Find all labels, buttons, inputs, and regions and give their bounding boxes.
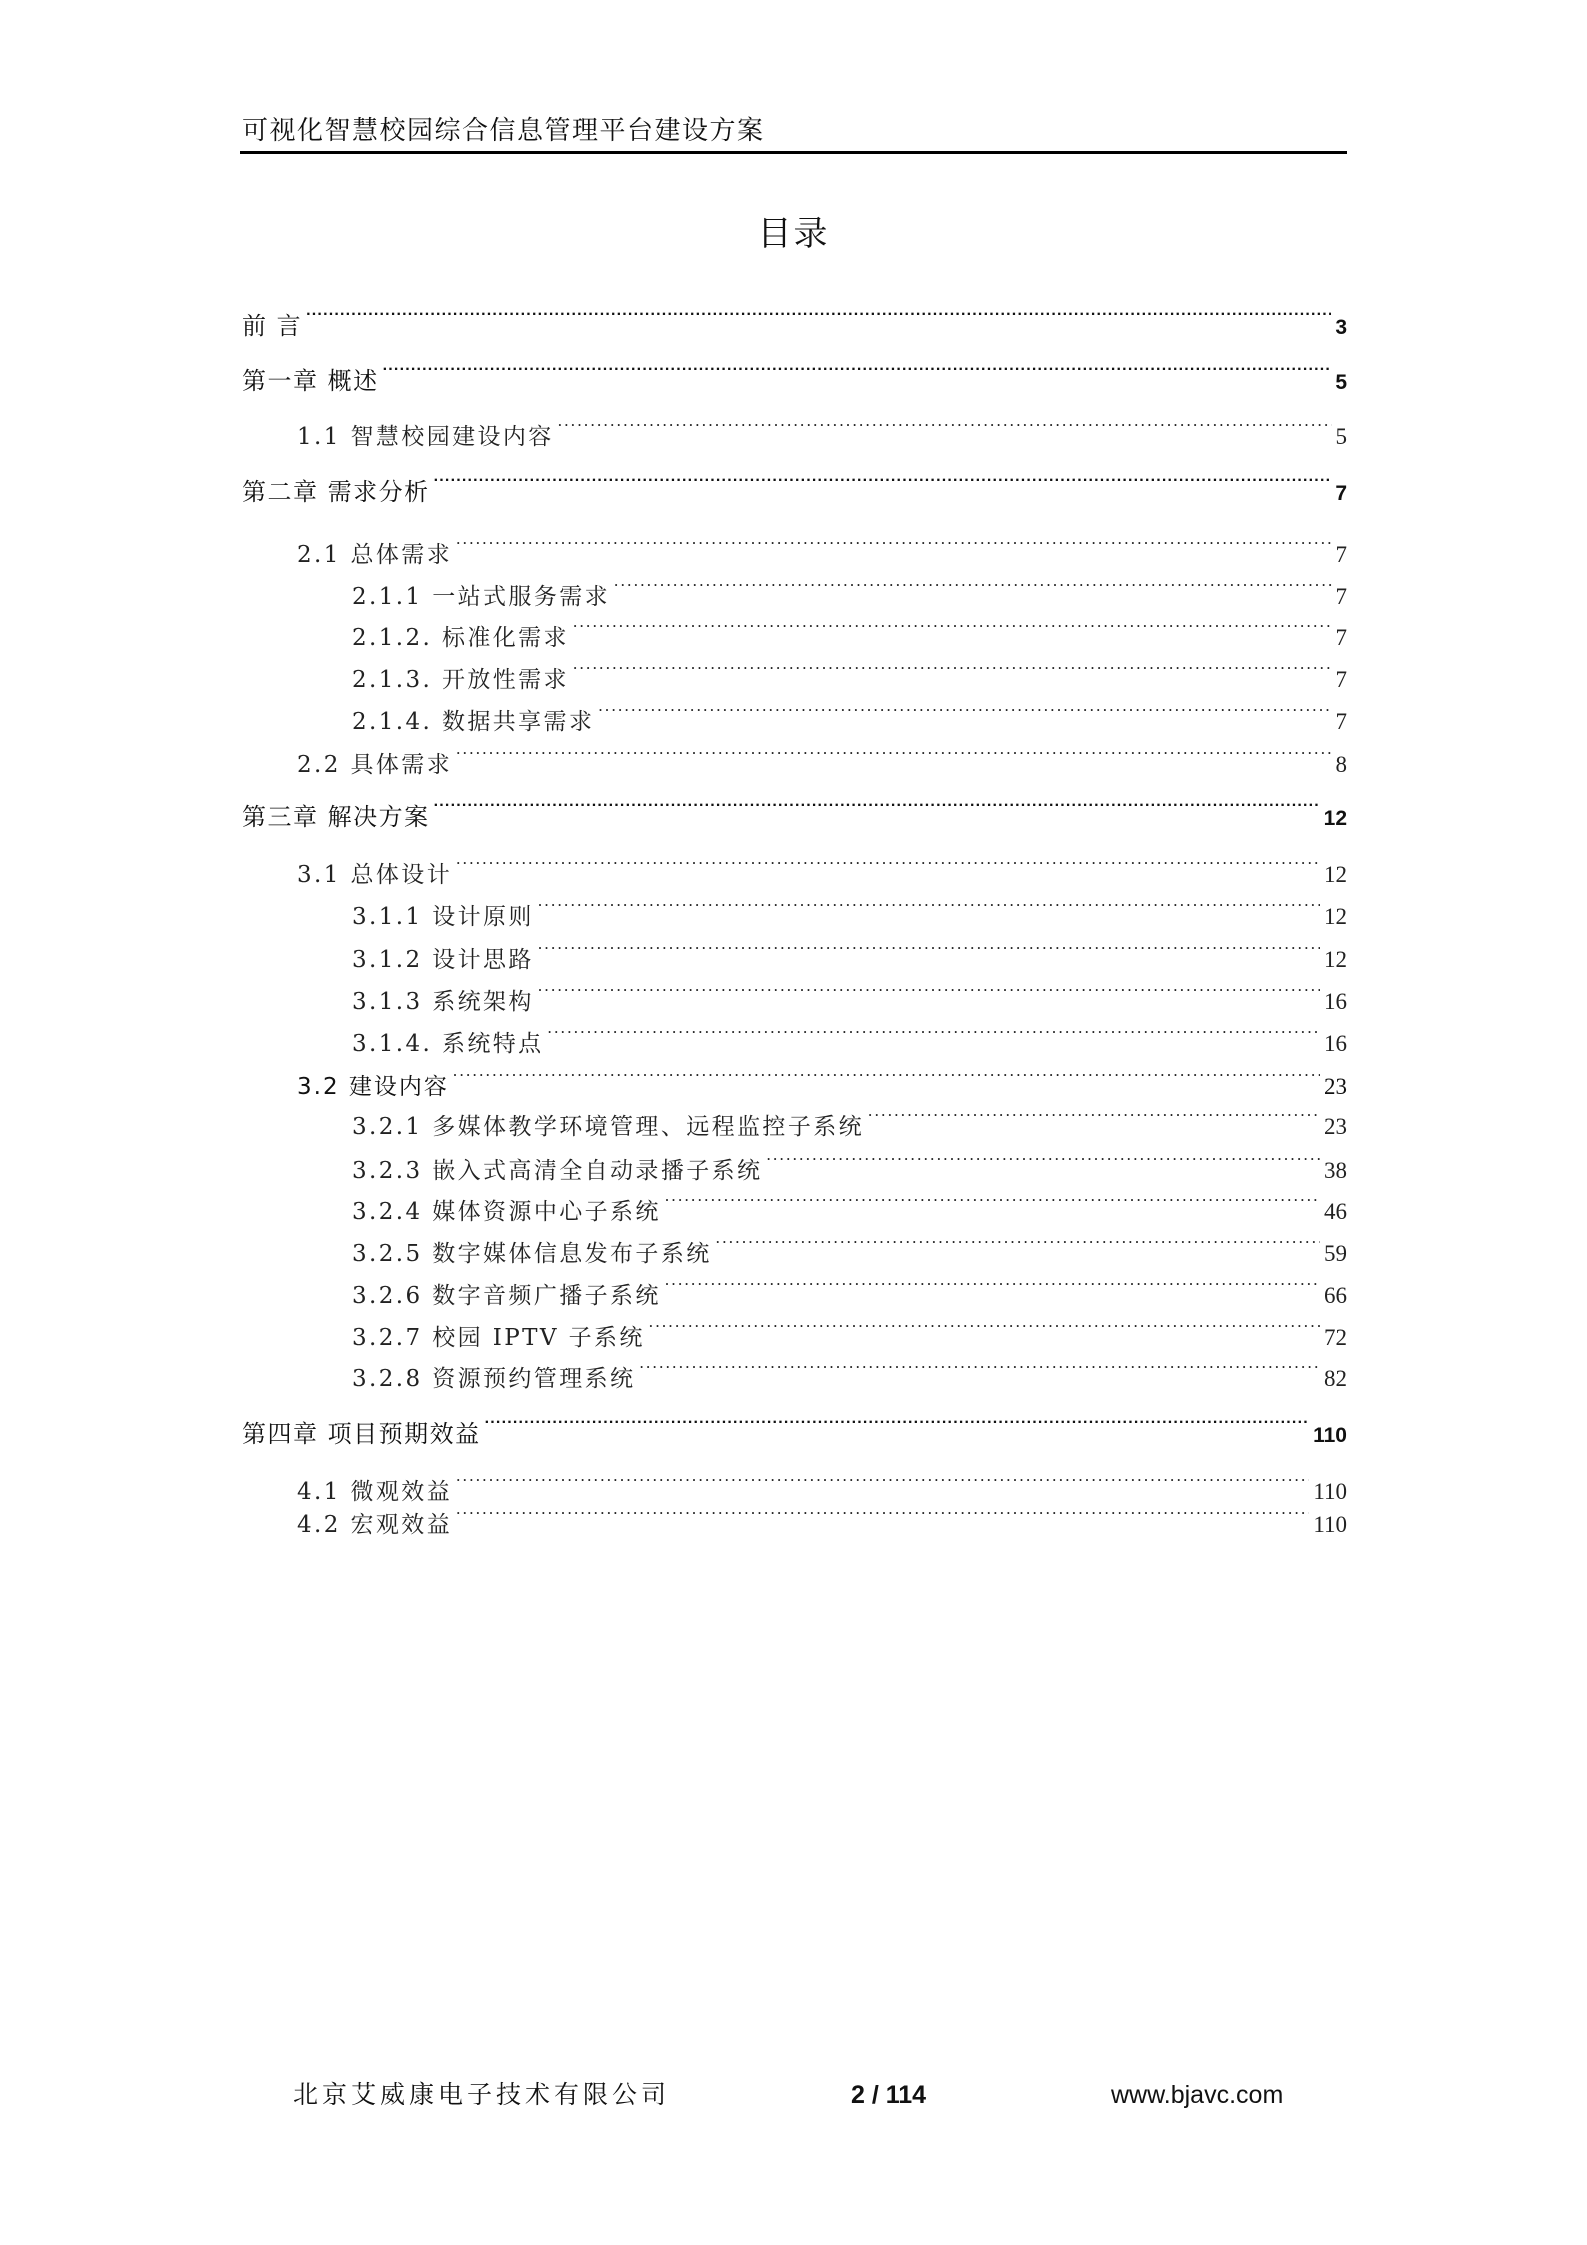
toc-entry-chapter-1[interactable] — [242, 355, 1347, 395]
toc-entry-page: 3 — [1335, 316, 1347, 339]
toc-entry-label: 3.2.5 数字媒体信息发布子系统 — [352, 1241, 712, 1267]
toc-entry-label: 3.2.4 媒体资源中心子系统 — [352, 1199, 661, 1225]
toc-entry-page: 5 — [1335, 371, 1347, 394]
dot-leader — [766, 1144, 1320, 1178]
toc-entry-page: 8 — [1335, 752, 1347, 777]
toc-entry-3-1-2[interactable] — [352, 933, 1347, 973]
toc-entry-label: 3.2.8 资源预约管理系统 — [352, 1366, 636, 1392]
toc-entry-chapter-3[interactable] — [242, 791, 1347, 831]
toc-entry-page: 16 — [1324, 989, 1347, 1014]
toc-entry-preface[interactable] — [242, 300, 1347, 340]
toc-entry-page: 66 — [1324, 1283, 1347, 1308]
toc-entry-label: 1.1 智慧校园建设内容 — [297, 424, 554, 450]
dot-leader — [573, 611, 1332, 645]
dot-leader — [716, 1227, 1320, 1261]
toc-entry-label: 2.1.1 一站式服务需求 — [352, 584, 611, 610]
toc-entry-page: 12 — [1323, 807, 1347, 830]
toc-entry-3-1-1[interactable] — [352, 890, 1347, 930]
toc-entry-page: 38 — [1324, 1158, 1347, 1183]
toc-entry-page: 16 — [1324, 1031, 1347, 1056]
dot-leader — [639, 1352, 1320, 1386]
dot-leader — [306, 300, 1331, 334]
toc-entry-3-2-6[interactable] — [352, 1269, 1347, 1309]
toc-entry-label: 第四章 项目预期效益 — [242, 1420, 481, 1448]
toc-entry-label: 3.2.3 嵌入式高清全自动录播子系统 — [352, 1158, 763, 1184]
toc-entry-2-1-1[interactable] — [352, 570, 1347, 610]
running-header-title: 可视化智慧校园综合信息管理平台建设方案 — [242, 116, 765, 146]
toc-entry-page: 23 — [1324, 1114, 1347, 1139]
toc-entry-page: 72 — [1324, 1325, 1347, 1350]
dot-leader — [434, 791, 1320, 825]
toc-entry-page: 12 — [1324, 862, 1347, 887]
toc-entry-3-1-3[interactable] — [352, 975, 1347, 1015]
dot-leader — [456, 528, 1331, 562]
toc-entry-label: 3.1.3 系统架构 — [352, 989, 534, 1015]
dot-leader — [548, 1017, 1320, 1051]
toc-entry-3-2-1[interactable] — [352, 1100, 1347, 1140]
toc-entry-page: 12 — [1324, 904, 1347, 929]
toc-entry-3-2-3[interactable] — [352, 1144, 1347, 1184]
toc-entry-label: 第一章 概述 — [242, 367, 379, 395]
toc-entry-label: 3.2.1 多媒体教学环境管理、远程监控子系统 — [352, 1114, 865, 1140]
dot-leader — [665, 1269, 1320, 1303]
toc-entry-4-2[interactable] — [297, 1498, 1347, 1538]
toc-entry-2-2[interactable] — [297, 738, 1347, 778]
toc-entry-page: 110 — [1313, 1479, 1347, 1504]
dot-leader — [868, 1100, 1320, 1134]
toc-entry-1-1[interactable] — [297, 410, 1347, 450]
toc-entry-page: 7 — [1335, 625, 1347, 650]
footer-website-url: www.bjavc.com — [1111, 2081, 1284, 2109]
dot-leader — [453, 1060, 1320, 1094]
toc-entry-page: 7 — [1335, 482, 1347, 505]
toc-entry-page: 110 — [1313, 1424, 1347, 1447]
toc-entry-label: 3.1.1 设计原则 — [352, 904, 534, 930]
dot-leader — [538, 890, 1320, 924]
toc-entry-page: 46 — [1324, 1199, 1347, 1224]
toc-entry-2-1-2[interactable] — [352, 611, 1347, 651]
dot-leader — [649, 1311, 1320, 1345]
toc-entry-3-2-7[interactable] — [352, 1311, 1347, 1351]
toc-entry-page: 23 — [1324, 1074, 1347, 1099]
toc-entry-4-1[interactable] — [297, 1465, 1347, 1505]
dot-leader — [456, 738, 1331, 772]
toc-entry-label: 4.2 宏观效益 — [297, 1512, 453, 1538]
toc-entry-label: 3.1.4. 系统特点 — [352, 1031, 544, 1057]
toc-entry-label: 3.2 建设内容 — [297, 1074, 449, 1100]
dot-leader — [538, 975, 1320, 1009]
dot-leader — [456, 848, 1320, 882]
dot-leader — [456, 1498, 1309, 1532]
toc-entry-page: 7 — [1335, 667, 1347, 692]
toc-entry-chapter-4[interactable] — [242, 1408, 1347, 1448]
toc-entry-label: 前 言 — [242, 312, 303, 340]
dot-leader — [456, 1465, 1309, 1499]
toc-entry-label: 3.2.7 校园 IPTV 子系统 — [352, 1325, 645, 1351]
toc-entry-label: 2.1 总体需求 — [297, 542, 453, 568]
footer-company-name: 北京艾威康电子技术有限公司 — [293, 2080, 671, 2109]
toc-entry-label: 4.1 微观效益 — [297, 1479, 453, 1505]
toc-entry-label: 3.2.6 数字音频广播子系统 — [352, 1283, 661, 1309]
toc-entry-page: 82 — [1324, 1366, 1347, 1391]
toc-entry-label: 第三章 解决方案 — [242, 803, 430, 831]
toc-entry-page: 7 — [1335, 584, 1347, 609]
toc-entry-2-1[interactable] — [297, 528, 1347, 568]
toc-entry-3-2-4[interactable] — [352, 1185, 1347, 1225]
toc-entry-label: 2.2 具体需求 — [297, 752, 453, 778]
toc-entry-label: 2.1.2. 标准化需求 — [352, 625, 569, 651]
toc-entry-3-1[interactable] — [297, 848, 1347, 888]
toc-entry-label: 2.1.4. 数据共享需求 — [352, 709, 595, 735]
toc-entry-3-1-4[interactable] — [352, 1017, 1347, 1057]
dot-leader — [558, 410, 1332, 444]
dot-leader — [485, 1408, 1309, 1442]
dot-leader — [434, 466, 1332, 500]
toc-title: 目录 — [757, 214, 830, 254]
toc-entry-page: 12 — [1324, 947, 1347, 972]
toc-entry-3-2[interactable] — [297, 1060, 1347, 1100]
dot-leader — [614, 570, 1331, 604]
footer-page-indicator: 2 / 114 — [851, 2081, 927, 2109]
dot-leader — [383, 355, 1332, 389]
dot-leader — [665, 1185, 1320, 1219]
toc-entry-label: 3.1 总体设计 — [297, 862, 453, 888]
dot-leader — [538, 933, 1320, 967]
toc-entry-label: 2.1.3. 开放性需求 — [352, 667, 569, 693]
toc-entry-3-2-8[interactable] — [352, 1352, 1347, 1392]
toc-entry-page: 7 — [1335, 709, 1347, 734]
toc-entry-page: 110 — [1313, 1512, 1347, 1537]
toc-entry-page: 5 — [1335, 424, 1347, 449]
dot-leader — [573, 653, 1332, 687]
toc-entry-label: 3.1.2 设计思路 — [352, 947, 534, 973]
header-rule — [240, 151, 1347, 154]
toc-entry-page: 7 — [1335, 542, 1347, 567]
toc-entry-label: 第二章 需求分析 — [242, 478, 430, 506]
toc-entry-page: 59 — [1324, 1241, 1347, 1266]
toc-entry-chapter-2[interactable] — [242, 466, 1347, 506]
toc-entry-2-1-4[interactable] — [352, 695, 1347, 735]
toc-entry-3-2-5[interactable] — [352, 1227, 1347, 1267]
dot-leader — [598, 695, 1331, 729]
toc-entry-2-1-3[interactable] — [352, 653, 1347, 693]
